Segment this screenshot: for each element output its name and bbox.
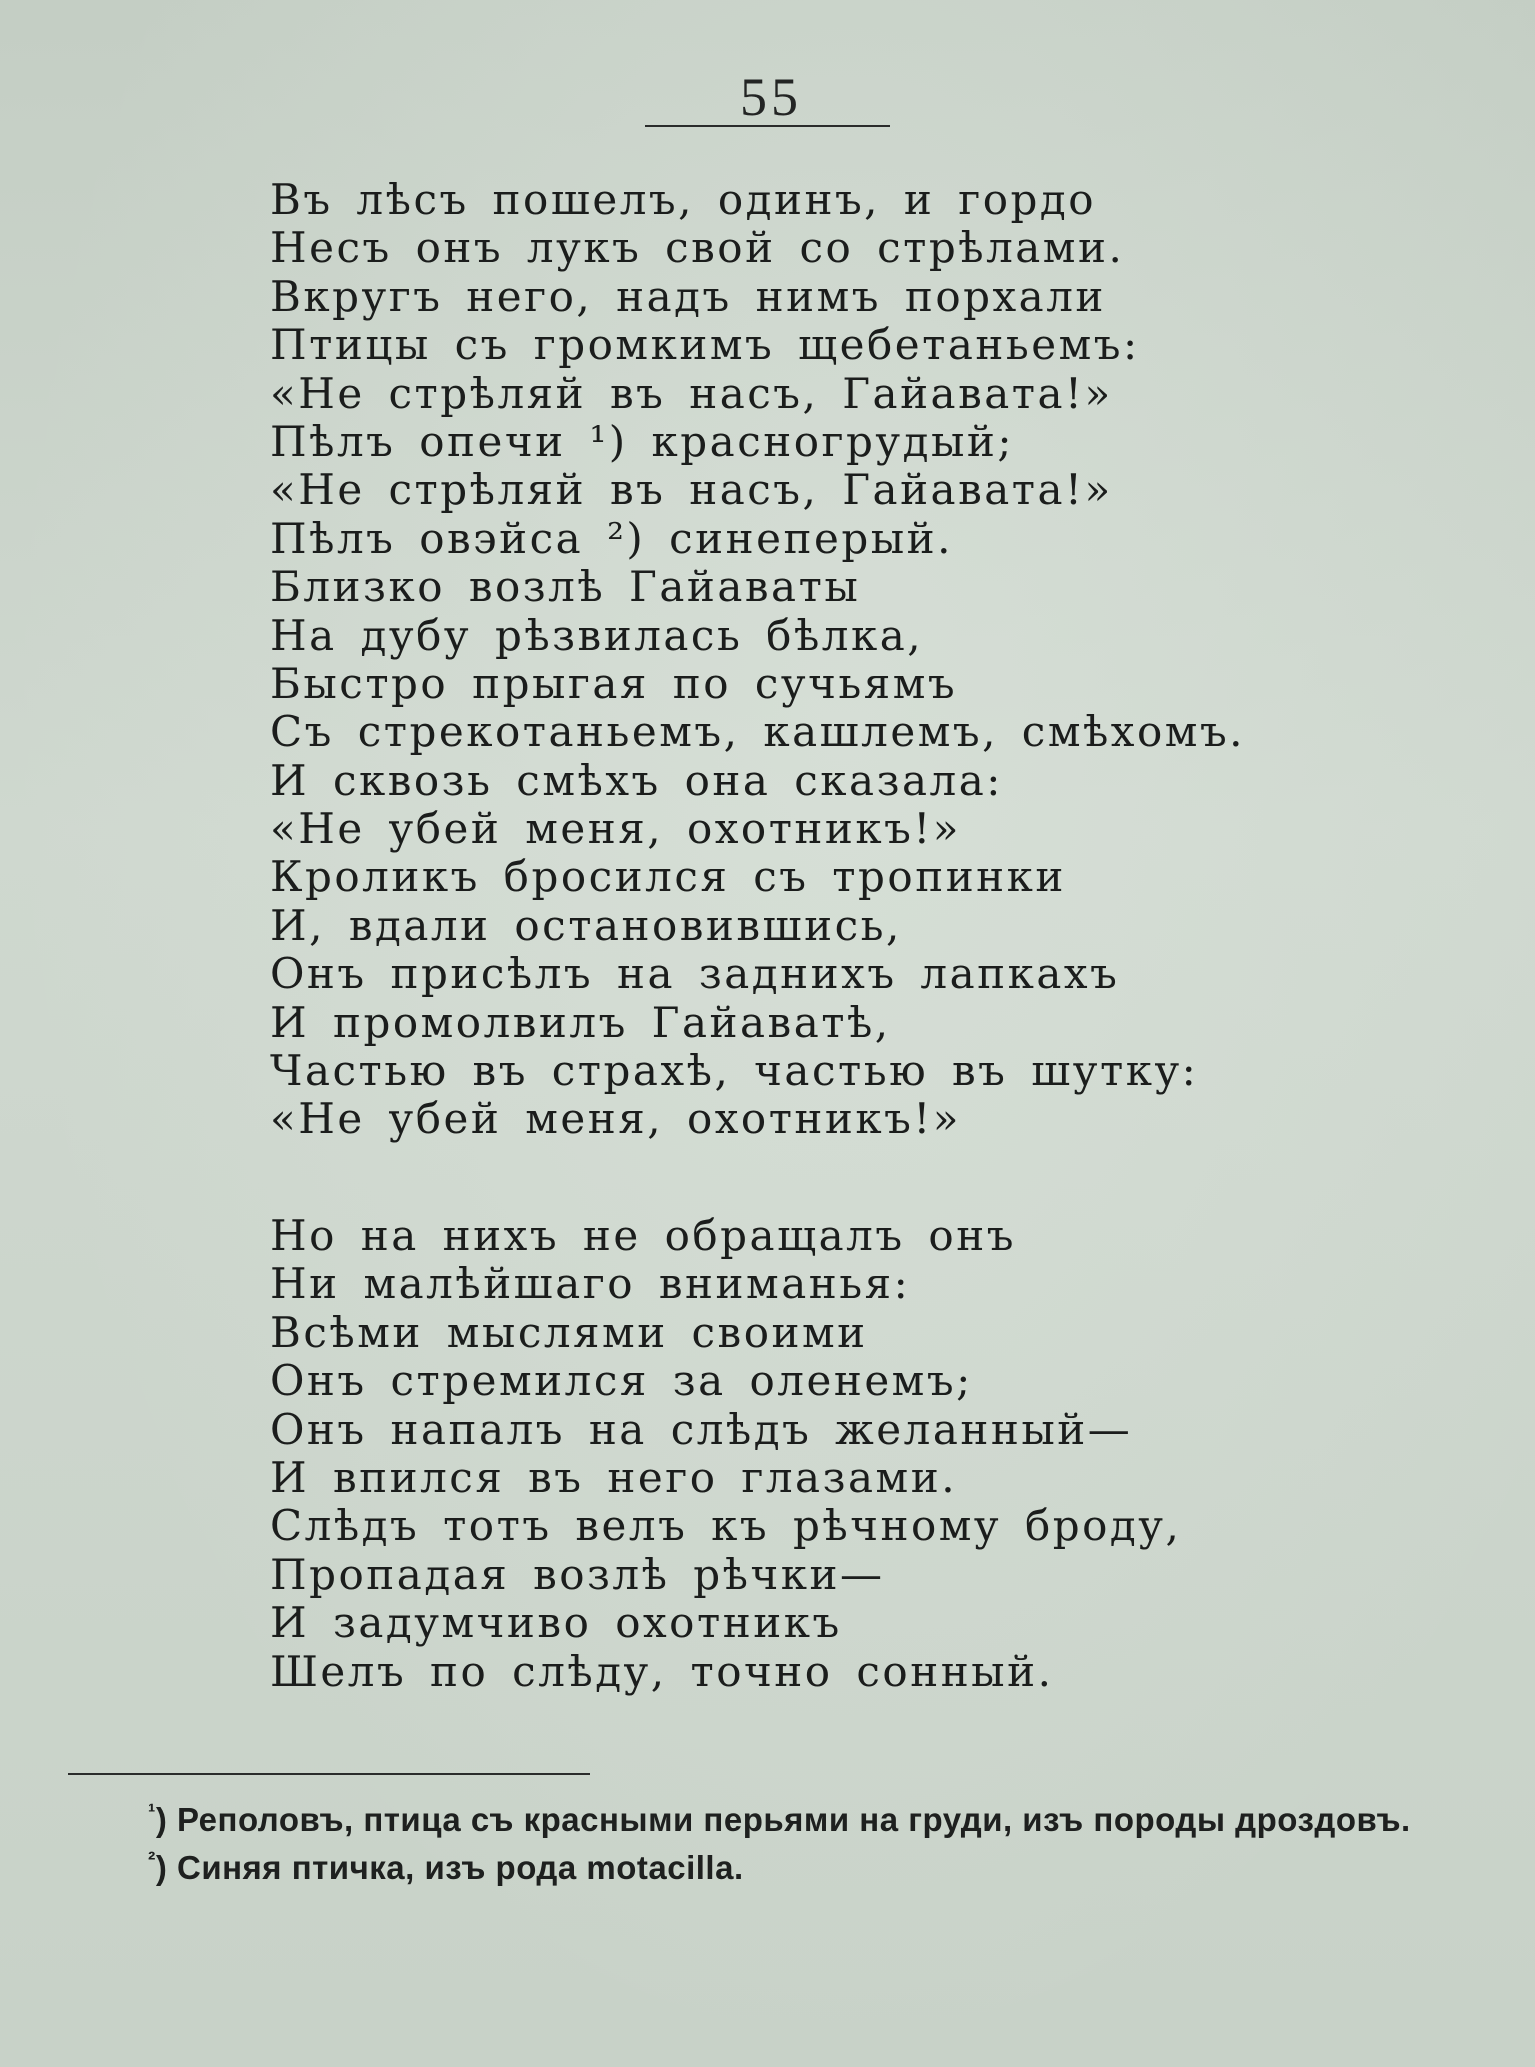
verse-line: Слѣдъ тотъ велъ къ рѣчному броду,: [270, 1501, 1182, 1551]
footnotes: [72, 1797, 1472, 1891]
header-rule: [645, 125, 890, 127]
verse-line: Пѣлъ овэйса ²) синеперый.: [270, 513, 954, 563]
verse-line: Несъ онъ лукъ свой со стрѣлами.: [270, 223, 1125, 273]
verse-line: «Не убей меня, охотникъ!»: [270, 804, 961, 854]
verse-line: «Не убей меня, охотникъ!»: [270, 1094, 961, 1144]
verse-line: Всѣми мыслями своими: [270, 1307, 868, 1357]
verse-line: Онъ напалъ на слѣдъ желанный—: [270, 1404, 1133, 1454]
verse-line: Ни малѣйшаго вниманья:: [270, 1259, 911, 1309]
footnote-mark: ²: [148, 1847, 156, 1872]
verse-line: Въ лѣсъ пошелъ, одинъ, и гордо: [270, 175, 1097, 224]
verse-line: И, вдали остановившись,: [270, 900, 902, 950]
verse-line: И сквозь смѣхъ она сказала:: [270, 755, 1003, 805]
footnote-1: [72, 1797, 1472, 1843]
verse-line: Шелъ по слѣду, точно сонный.: [270, 1646, 1054, 1696]
verse-line: Пропадая возлѣ рѣчки—: [270, 1549, 885, 1599]
verse-line: «Не стрѣляй въ насъ, Гайавата!»: [270, 465, 1113, 515]
verse-line: Птицы съ громкимъ щебетаньемъ:: [270, 320, 1140, 370]
verse-line: И задумчиво охотникъ: [270, 1598, 842, 1648]
verse-line: И впился въ него глазами.: [270, 1452, 958, 1502]
footnote-mark: ¹: [148, 1799, 156, 1824]
verse-line: Близко возлѣ Гайаваты: [270, 562, 861, 612]
page-number: 55: [740, 67, 802, 127]
verse-line: Быстро прыгая по сучьямъ: [270, 658, 958, 708]
verse-line: И промолвилъ Гайаватѣ,: [270, 997, 891, 1047]
verse-line: Вкругъ него, надъ нимъ порхали: [270, 271, 1106, 321]
verse-line: Но на нихъ не обращалъ онъ: [270, 1211, 1016, 1260]
verse-line: Съ стрекотаньемъ, кашлемъ, смѣхомъ.: [270, 707, 1246, 757]
footnote-rule: [68, 1773, 590, 1775]
footnote-text: ) Синяя птичка, изъ рода motacilla.: [155, 1849, 744, 1886]
verse-line: Онъ стремился за оленемъ;: [270, 1356, 973, 1406]
verse-line: Частью въ страхѣ, частью въ шутку:: [270, 1046, 1199, 1096]
stanza-1: [270, 176, 1410, 1144]
footnote-2: [72, 1845, 1472, 1891]
stanza-2: [270, 1212, 1410, 1696]
verse-line: На дубу рѣзвилась бѣлка,: [270, 610, 924, 660]
verse-line: Кроликъ бросился съ тропинки: [270, 852, 1066, 902]
verse-line: «Не стрѣляй въ насъ, Гайавата!»: [270, 368, 1113, 418]
footnote-text: ) Реполовъ, птица съ красными перьями на груди, изъ породы дроздовъ.: [155, 1801, 1411, 1838]
verse-line: Онъ присѣлъ на заднихъ лапкахъ: [270, 949, 1120, 999]
verse-line: Пѣлъ опечи ¹) красногрудый;: [270, 416, 1015, 466]
